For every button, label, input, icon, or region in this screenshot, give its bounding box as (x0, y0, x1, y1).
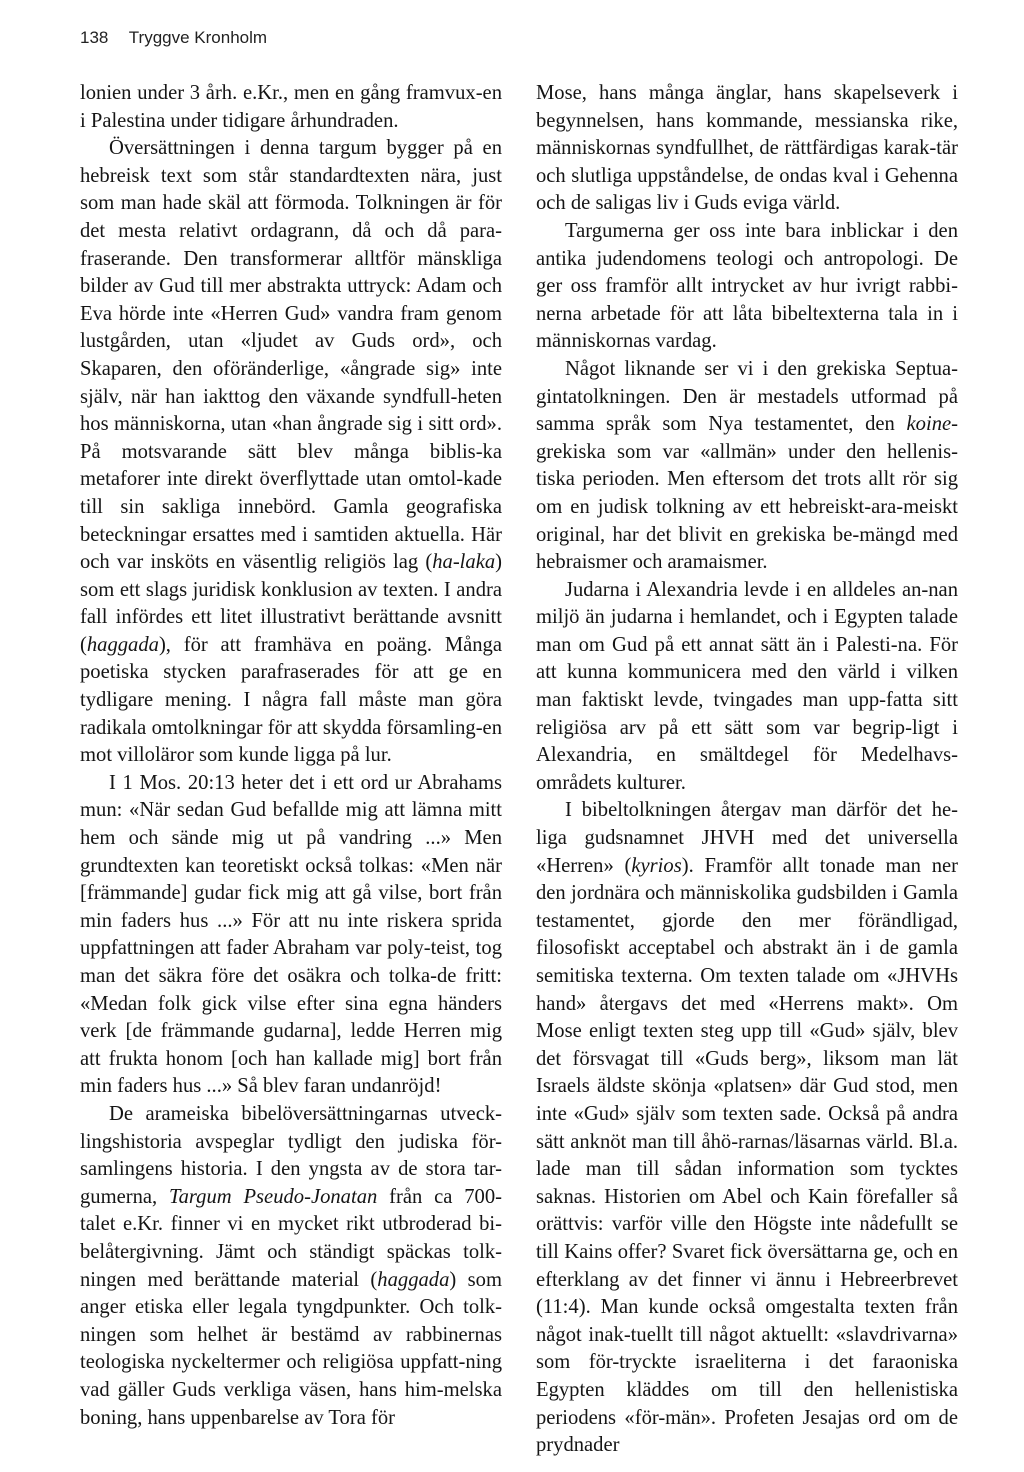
paragraph: I 1 Mos. 20:13 heter det i ett ord ur Abrahams mun: «När sedan Gud befallde mig att lämna mitt hem och sände mig ut på vandring ...» Men grundtexten kan teoretiskt också tolkas: «Men när [främmande] gudar fick mig att gå vilse, bort från min faders hus ...» För att nu inte riskera sprida uppfattningen att fader Abraham var poly-teist, tog man det säkra före det osäkra och tolka-de fritt: «Medan folk gick vilse efter sina egna händers verk [de främmande gudarna], ledde Herren mig att frukta honom [och han kallade mig] bort från min faders hus ...» Så blev faran undanröjd! (80, 771, 502, 1098)
paragraph: Targumerna ger oss inte bara inblickar i den antika judendomens teologi och antropologi. De ger oss framför allt intrycket av hur ivrigt rabbi-nerna arbetade för att låta bibeltexterna tala in i människornas vardag. (536, 219, 958, 353)
running-header (80, 28, 283, 48)
paragraph: Mose, hans många änglar, hans skapelseverk i begynnelsen, hans kommande, messianska rike, människornas syndfullhet, de rättfärdigas karak-tär och slutliga uppståndelse, de ondas kval i Gehenna och de saligas liv i Guds eviga värld. (536, 82, 958, 215)
paragraph: Översättningen i denna targum bygger på en hebreisk text som står standardtexten nära, just som man hade skäl att förmoda. Tolkningen är för det mesta relativt ordagrann, då och då para-fraserande. Den transformerar alltför mänskliga bilder av Gud till mer abstrakta uttryck: Adam och Eva hörde inte «Herren Gud» vandra fram genom lustgården, utan «ljudet av Guds ord», och Skaparen, den oföränderlige, «ångrade sig» inte själv, när han iakttog den växande syndfull-heten hos människorna, utan «han ångrade sig i sitt ord». På motsvarande sätt blev många biblis-ka metaforer inte direkt överflyttade utan omtol-kade till sin sakliga innebörd. Gamla geografiska beteckningar ersattes med i samtiden aktuella. Här och var insköts en väsentlig religiös lag (ha-laka) som ett slags juridisk konklusion av texten. I andra fall infördes ett litet illustrativt berättande avsnitt (haggada), för att framhäva en poäng. Många poetiska stycken parafraserades för att ge en tydligare mening. I några fall måste man göra radikala omtolkningar för att skydda församling-en mot villoläror som kunde ligga på lur. (80, 137, 502, 767)
paragraph: De arameiska bibelöversättningarnas utveck-lingshistoria avspeglar tydligt den judiska för-samlingens historia. I den yngsta av de stora tar-gumerna, Targum Pseudo-Jonatan från ca 700-talet e.Kr. finner vi en mycket rikt utbroderad bi-belåtergivning. Jämt och ständigt späckas tolk-ningen med berättande material (haggada) som anger etiska eller legala tyngdpunkter. Och tolk-ningen som helhet är bestämd av rabbinernas teologiska nyckeltermer och religiösa uppfatt-ning vad gäller Guds verkliga väsen, hans him-melska boning, hans uppenbarelse av Tora för (80, 1102, 502, 1429)
paragraph: lonien under 3 årh. e.Kr., men en gång framvux-en i Palestina under tidigare århundraden. (80, 82, 502, 132)
left-column (80, 80, 502, 1432)
paragraph: Något liknande ser vi i den grekiska Septua-gintatolkningen. Den är mestadels utformad på samma språk som Nya testamentet, den koine-grekiska som var «allmän» under den hellenis-tiska perioden. Men eftersom det trots allt rör sig om en judisk tolkning av ett hebreiskt-ara-meiskt original, har det blivit en grekiska be-mängd med hebraismer och aramaismer. (536, 357, 958, 574)
author-name: Tryggve Kronholm (128, 28, 268, 47)
paragraph: I bibeltolkningen återgav man därför det he-liga gudsnamnet JHVH med det universella «Herren» (kyrios). Framför allt tonade man ner den jordnära och människolika gudsbilden i Gamla testamentet, gjorde den mer förändligad, filosofiskt acceptabel och abstrakt än i de gamla semitiska texterna. Om texten talade om «JHVHs hand» återgavs det med «Herrens makt». Om Mose enligt texten steg upp till «Gud» själv, blev det försvagat till «Guds berg», liksom man lät Israels äldste skönja «platsen» där Gud stod, men inte «Gud» själv som texten sade. Också på andra sätt anknöt man till åhö-rarnas/läsarnas värld. Bl.a. lade man till sådan information som tycktes saknas. Historien om Abel och Kain förefaller så orättvis: varför ville den Högste inte nådefullt se till Kains offer? Svaret fick översättarna ge, och en efterklang av det finner vi ännu i Hebreerbrevet (11:4). Man kunde också omgestalta texten från något inak-tuellt till något aktuellt: «slavdrivarna» som för-tryckte israeliterna i det faraoniska Egypten kläddes om till den hellenistiska periodens «för-män». Profeten Jesajas ord om de prydnader (536, 799, 958, 1457)
right-column (536, 80, 958, 1460)
page-number: 138 (80, 28, 109, 47)
paragraph: Judarna i Alexandria levde i en alldeles an-nan miljö än judarna i hemlandet, och i Egypten talade man om Gud på ett annat sätt än i Palesti-na. För att kunna kommunicera med den värld i vilken man faktiskt levde, tvingades man upp-fatta sitt religiösa arv på ett sätt som var begrip-ligt i Alexandria, en smältdegel för Medelhavs-områdets kulturer. (536, 578, 958, 794)
